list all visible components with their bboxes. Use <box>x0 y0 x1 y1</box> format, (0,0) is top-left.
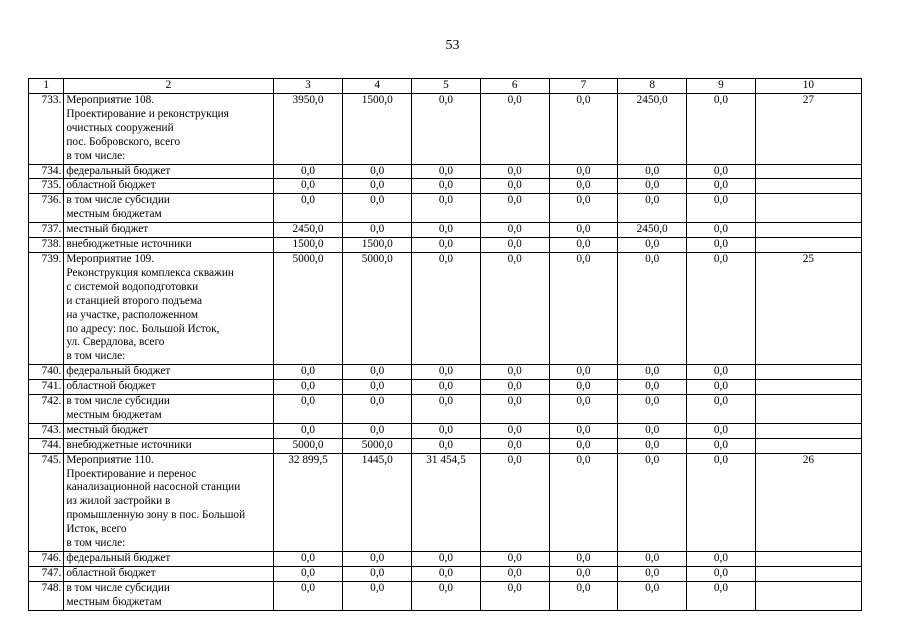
col-5-value: 0,0 <box>412 94 481 165</box>
col-5-value: 0,0 <box>412 194 481 223</box>
col-10-value: 27 <box>755 94 861 165</box>
col-10-value <box>755 223 861 238</box>
col-7-value: 0,0 <box>549 552 618 567</box>
col-3-value: 0,0 <box>273 581 343 610</box>
col-10-value: 25 <box>755 252 861 364</box>
col-6-value: 0,0 <box>480 380 549 395</box>
col-8-value: 0,0 <box>618 423 687 438</box>
col-4-value: 0,0 <box>343 365 412 380</box>
table-header <box>29 79 862 94</box>
table-row <box>29 179 862 194</box>
col-10-value <box>755 194 861 223</box>
col-6-value: 0,0 <box>480 94 549 165</box>
col-4-value: 0,0 <box>343 552 412 567</box>
table-row <box>29 380 862 395</box>
col-6-value: 0,0 <box>480 453 549 551</box>
col-8-value: 0,0 <box>618 238 687 253</box>
page-number: 53 <box>445 38 460 53</box>
col-10-value <box>755 164 861 179</box>
col-10-value <box>755 365 861 380</box>
col-8-value: 2450,0 <box>618 223 687 238</box>
col-3-value: 5000,0 <box>273 252 343 364</box>
col-7-value: 0,0 <box>549 252 618 364</box>
row-description: Мероприятие 110. Проектирование и перенос канализационной насосной станции из жилой застройки в промышленную зону в пос. Большой Исток, всего в том числе: <box>64 453 273 551</box>
col-5-value: 0,0 <box>412 380 481 395</box>
row-number: 739. <box>29 252 64 364</box>
col-8-value: 0,0 <box>618 438 687 453</box>
col-6-value: 0,0 <box>480 238 549 253</box>
col-9-value: 0,0 <box>687 438 756 453</box>
col-4-value: 5000,0 <box>343 252 412 364</box>
col-4-value: 1500,0 <box>343 238 412 253</box>
col-6-value: 0,0 <box>480 252 549 364</box>
col-6-value: 0,0 <box>480 179 549 194</box>
col-3-value: 0,0 <box>273 179 343 194</box>
col-4-value: 0,0 <box>343 395 412 424</box>
row-description: внебюджетные источники <box>64 438 273 453</box>
col-10-value <box>755 438 861 453</box>
col-4-value: 0,0 <box>343 164 412 179</box>
col-6-value: 0,0 <box>480 552 549 567</box>
col-6-value: 0,0 <box>480 581 549 610</box>
col-6-value: 0,0 <box>480 423 549 438</box>
col-7-value: 0,0 <box>549 94 618 165</box>
col-7-value: 0,0 <box>549 395 618 424</box>
row-description: областной бюджет <box>64 380 273 395</box>
col-3-value: 2450,0 <box>273 223 343 238</box>
col-3-value: 0,0 <box>273 365 343 380</box>
col-7-value: 0,0 <box>549 238 618 253</box>
row-description: областной бюджет <box>64 179 273 194</box>
col-4-value: 0,0 <box>343 423 412 438</box>
col-9-value: 0,0 <box>687 395 756 424</box>
col-7-value: 0,0 <box>549 365 618 380</box>
col-5-value: 0,0 <box>412 395 481 424</box>
col-9-value: 0,0 <box>687 94 756 165</box>
col-5-value: 0,0 <box>412 438 481 453</box>
col-5-value: 0,0 <box>412 238 481 253</box>
col-7-value: 0,0 <box>549 194 618 223</box>
col-10-value <box>755 423 861 438</box>
row-description: федеральный бюджет <box>64 164 273 179</box>
header-cell: 7 <box>549 79 618 94</box>
col-7-value: 0,0 <box>549 179 618 194</box>
row-number: 734. <box>29 164 64 179</box>
table-row <box>29 252 862 364</box>
row-number: 744. <box>29 438 64 453</box>
col-6-value: 0,0 <box>480 194 549 223</box>
col-9-value: 0,0 <box>687 223 756 238</box>
col-4-value: 0,0 <box>343 179 412 194</box>
header-cell: 5 <box>412 79 481 94</box>
col-8-value: 0,0 <box>618 164 687 179</box>
col-4-value: 0,0 <box>343 380 412 395</box>
row-number: 735. <box>29 179 64 194</box>
col-9-value: 0,0 <box>687 365 756 380</box>
col-7-value: 0,0 <box>549 581 618 610</box>
col-9-value: 0,0 <box>687 581 756 610</box>
col-10-value <box>755 179 861 194</box>
col-6-value: 0,0 <box>480 566 549 581</box>
col-4-value: 0,0 <box>343 581 412 610</box>
col-10-value <box>755 380 861 395</box>
col-7-value: 0,0 <box>549 453 618 551</box>
col-7-value: 0,0 <box>549 438 618 453</box>
header-cell: 9 <box>687 79 756 94</box>
table-body <box>29 94 862 611</box>
col-10-value: 26 <box>755 453 861 551</box>
row-number: 742. <box>29 395 64 424</box>
row-description: Мероприятие 109. Реконструкция комплекса скважин с системой водоподготовки и станцией второго подъема на участке, расположенном по адресу: пос. Большой Исток, ул. Свердлова, всего в том числе: <box>64 252 273 364</box>
row-description: Мероприятие 108. Проектирование и реконструкция очистных сооружений пос. Бобровского, всего в том числе: <box>64 94 273 165</box>
col-4-value: 0,0 <box>343 194 412 223</box>
col-3-value: 32 899,5 <box>273 453 343 551</box>
row-description: в том числе субсидии местным бюджетам <box>64 581 273 610</box>
col-5-value: 0,0 <box>412 552 481 567</box>
row-number: 733. <box>29 94 64 165</box>
row-description: местный бюджет <box>64 423 273 438</box>
col-8-value: 0,0 <box>618 380 687 395</box>
row-number: 748. <box>29 581 64 610</box>
header-cell: 10 <box>755 79 861 94</box>
budget-table <box>28 78 862 611</box>
row-description: федеральный бюджет <box>64 552 273 567</box>
row-number: 740. <box>29 365 64 380</box>
row-description: федеральный бюджет <box>64 365 273 380</box>
col-6-value: 0,0 <box>480 395 549 424</box>
col-8-value: 0,0 <box>618 252 687 364</box>
col-10-value <box>755 566 861 581</box>
table-row <box>29 395 862 424</box>
col-6-value: 0,0 <box>480 438 549 453</box>
col-8-value: 0,0 <box>618 552 687 567</box>
row-number: 738. <box>29 238 64 253</box>
col-3-value: 0,0 <box>273 164 343 179</box>
table-row <box>29 164 862 179</box>
col-9-value: 0,0 <box>687 453 756 551</box>
col-8-value: 0,0 <box>618 365 687 380</box>
col-7-value: 0,0 <box>549 566 618 581</box>
col-9-value: 0,0 <box>687 179 756 194</box>
col-3-value: 0,0 <box>273 552 343 567</box>
col-8-value: 0,0 <box>618 194 687 223</box>
header-cell: 1 <box>29 79 64 94</box>
row-number: 741. <box>29 380 64 395</box>
row-description: областной бюджет <box>64 566 273 581</box>
table-row <box>29 438 862 453</box>
col-5-value: 0,0 <box>412 252 481 364</box>
header-cell: 6 <box>480 79 549 94</box>
row-number: 743. <box>29 423 64 438</box>
row-number: 745. <box>29 453 64 551</box>
col-8-value: 0,0 <box>618 581 687 610</box>
header-cell: 8 <box>618 79 687 94</box>
col-3-value: 0,0 <box>273 566 343 581</box>
col-9-value: 0,0 <box>687 380 756 395</box>
col-7-value: 0,0 <box>549 223 618 238</box>
header-cell: 2 <box>64 79 273 94</box>
col-8-value: 2450,0 <box>618 94 687 165</box>
col-3-value: 0,0 <box>273 395 343 424</box>
col-3-value: 0,0 <box>273 194 343 223</box>
col-7-value: 0,0 <box>549 164 618 179</box>
table-row <box>29 552 862 567</box>
col-10-value <box>755 395 861 424</box>
col-5-value: 0,0 <box>412 223 481 238</box>
col-4-value: 0,0 <box>343 223 412 238</box>
col-8-value: 0,0 <box>618 453 687 551</box>
row-description: в том числе субсидии местным бюджетам <box>64 395 273 424</box>
col-10-value <box>755 581 861 610</box>
col-5-value: 0,0 <box>412 566 481 581</box>
col-4-value: 0,0 <box>343 566 412 581</box>
col-9-value: 0,0 <box>687 552 756 567</box>
col-5-value: 0,0 <box>412 179 481 194</box>
col-6-value: 0,0 <box>480 365 549 380</box>
col-3-value: 0,0 <box>273 380 343 395</box>
col-5-value: 31 454,5 <box>412 453 481 551</box>
row-description: в том числе субсидии местным бюджетам <box>64 194 273 223</box>
col-3-value: 5000,0 <box>273 438 343 453</box>
col-3-value: 1500,0 <box>273 238 343 253</box>
col-5-value: 0,0 <box>412 581 481 610</box>
col-10-value <box>755 552 861 567</box>
col-9-value: 0,0 <box>687 194 756 223</box>
table-row <box>29 453 862 551</box>
col-8-value: 0,0 <box>618 566 687 581</box>
col-9-value: 0,0 <box>687 164 756 179</box>
col-3-value: 0,0 <box>273 423 343 438</box>
col-3-value: 3950,0 <box>273 94 343 165</box>
col-6-value: 0,0 <box>480 223 549 238</box>
table-row <box>29 365 862 380</box>
col-9-value: 0,0 <box>687 238 756 253</box>
table-row <box>29 223 862 238</box>
row-number: 747. <box>29 566 64 581</box>
table-row <box>29 581 862 610</box>
row-number: 736. <box>29 194 64 223</box>
row-number: 737. <box>29 223 64 238</box>
row-description: местный бюджет <box>64 223 273 238</box>
table-row <box>29 94 862 165</box>
col-5-value: 0,0 <box>412 365 481 380</box>
col-9-value: 0,0 <box>687 423 756 438</box>
col-4-value: 1445,0 <box>343 453 412 551</box>
col-4-value: 5000,0 <box>343 438 412 453</box>
header-row <box>29 79 862 94</box>
header-cell: 4 <box>343 79 412 94</box>
col-8-value: 0,0 <box>618 179 687 194</box>
col-6-value: 0,0 <box>480 164 549 179</box>
header-cell: 3 <box>273 79 343 94</box>
row-description: внебюджетные источники <box>64 238 273 253</box>
col-5-value: 0,0 <box>412 423 481 438</box>
col-7-value: 0,0 <box>549 380 618 395</box>
table-row <box>29 423 862 438</box>
table-row <box>29 194 862 223</box>
row-number: 746. <box>29 552 64 567</box>
col-9-value: 0,0 <box>687 566 756 581</box>
col-5-value: 0,0 <box>412 164 481 179</box>
col-8-value: 0,0 <box>618 395 687 424</box>
table-row <box>29 238 862 253</box>
table-row <box>29 566 862 581</box>
col-7-value: 0,0 <box>549 423 618 438</box>
col-9-value: 0,0 <box>687 252 756 364</box>
col-10-value <box>755 238 861 253</box>
col-4-value: 1500,0 <box>343 94 412 165</box>
